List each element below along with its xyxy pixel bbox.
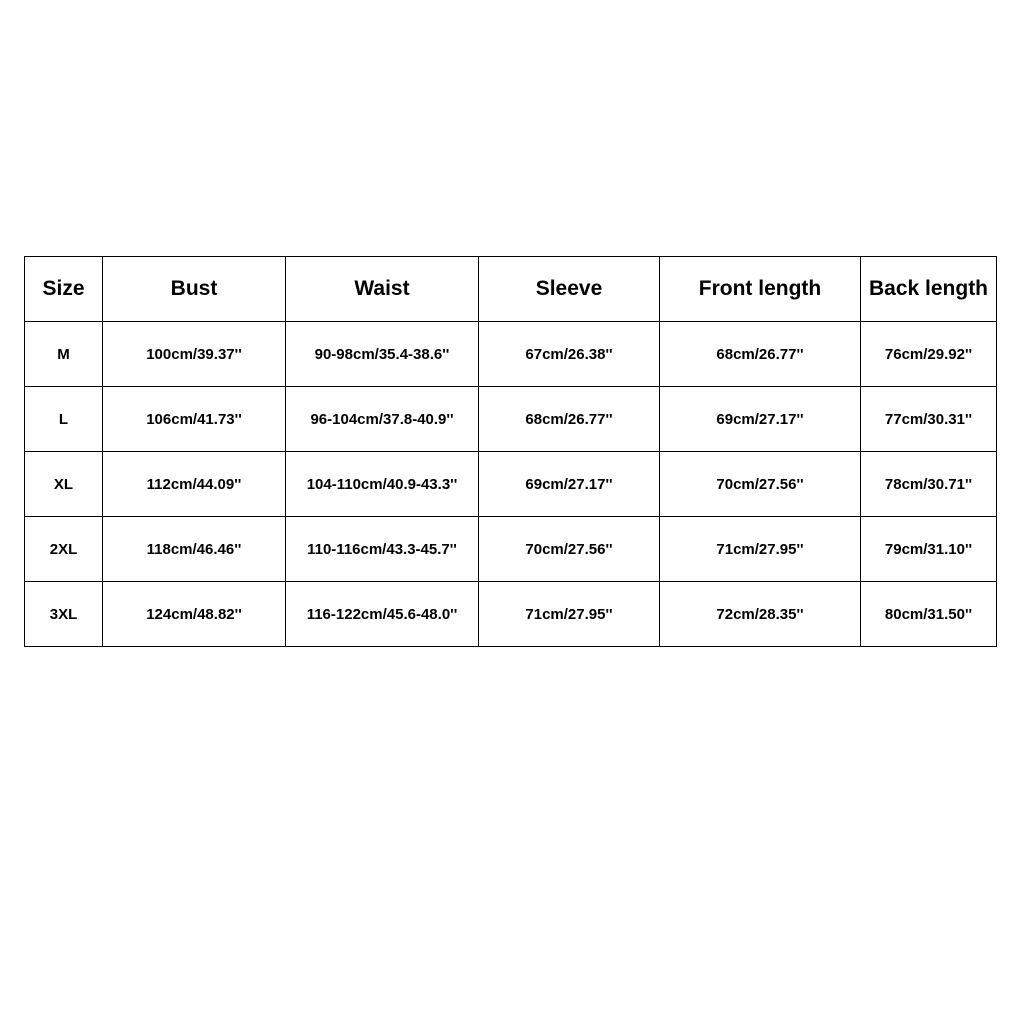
cell-sleeve: 70cm/27.56'' <box>479 517 660 582</box>
cell-sleeve: 69cm/27.17'' <box>479 452 660 517</box>
cell-front-length: 71cm/27.95'' <box>660 517 861 582</box>
cell-back-length: 78cm/30.71'' <box>861 452 997 517</box>
cell-front-length: 72cm/28.35'' <box>660 582 861 647</box>
table-row <box>25 517 997 582</box>
cell-size: L <box>25 387 103 452</box>
cell-front-length: 68cm/26.77'' <box>660 322 861 387</box>
table-row <box>25 322 997 387</box>
table-row <box>25 452 997 517</box>
cell-front-length: 70cm/27.56'' <box>660 452 861 517</box>
cell-bust: 106cm/41.73'' <box>103 387 286 452</box>
size-chart-table <box>24 256 997 647</box>
header-row <box>25 257 997 322</box>
cell-back-length: 79cm/31.10'' <box>861 517 997 582</box>
table-body <box>25 322 997 647</box>
cell-bust: 124cm/48.82'' <box>103 582 286 647</box>
header-size: Size <box>25 257 103 322</box>
cell-back-length: 76cm/29.92'' <box>861 322 997 387</box>
cell-sleeve: 71cm/27.95'' <box>479 582 660 647</box>
cell-sleeve: 67cm/26.38'' <box>479 322 660 387</box>
cell-size: M <box>25 322 103 387</box>
cell-waist: 96-104cm/37.8-40.9'' <box>286 387 479 452</box>
cell-sleeve: 68cm/26.77'' <box>479 387 660 452</box>
table-row <box>25 387 997 452</box>
header-front-length: Front length <box>660 257 861 322</box>
header-bust: Bust <box>103 257 286 322</box>
cell-front-length: 69cm/27.17'' <box>660 387 861 452</box>
cell-bust: 112cm/44.09'' <box>103 452 286 517</box>
header-back-length: Back length <box>861 257 997 322</box>
cell-back-length: 77cm/30.31'' <box>861 387 997 452</box>
cell-waist: 116-122cm/45.6-48.0'' <box>286 582 479 647</box>
cell-size: 3XL <box>25 582 103 647</box>
cell-waist: 110-116cm/43.3-45.7'' <box>286 517 479 582</box>
cell-bust: 118cm/46.46'' <box>103 517 286 582</box>
cell-back-length: 80cm/31.50'' <box>861 582 997 647</box>
cell-size: 2XL <box>25 517 103 582</box>
table-header <box>25 257 997 322</box>
header-sleeve: Sleeve <box>479 257 660 322</box>
cell-waist: 104-110cm/40.9-43.3'' <box>286 452 479 517</box>
cell-size: XL <box>25 452 103 517</box>
table-row <box>25 582 997 647</box>
cell-waist: 90-98cm/35.4-38.6'' <box>286 322 479 387</box>
header-waist: Waist <box>286 257 479 322</box>
cell-bust: 100cm/39.37'' <box>103 322 286 387</box>
